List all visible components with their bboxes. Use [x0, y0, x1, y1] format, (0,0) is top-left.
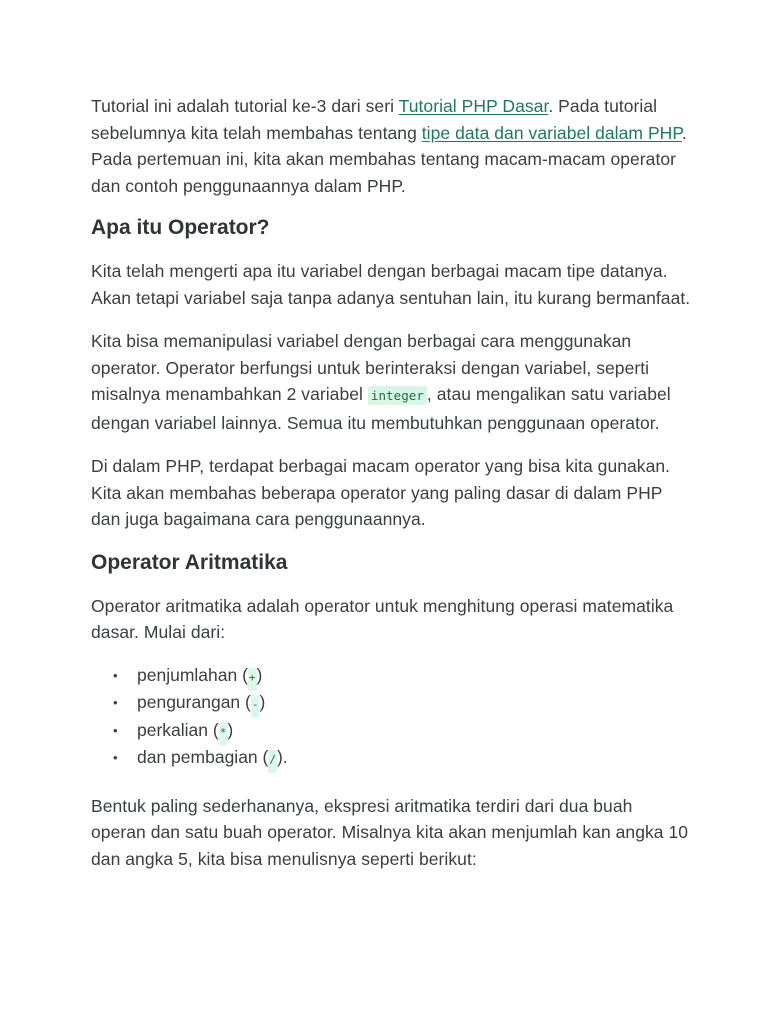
list-item-text: perkalian ( [137, 719, 219, 740]
manipulasi-text-1: Kita bisa memanipulasi variabel dengan berbagai cara menggunakan operator. Operator berfungsi untuk berinteraksi dengan variabel, seperti misalnya menambahkan 2 variabel [91, 331, 650, 404]
intro-text-3: . Pada pertemuan ini, kita akan membahas tentang macam-macam operator dan contoh penggunaannya dalam PHP. [91, 122, 687, 196]
code-asterisk: * [219, 723, 228, 746]
heading-apa-itu-operator: Apa itu Operator? [91, 216, 270, 239]
paragraph-variabel: Kita telah mengerti apa itu variabel dengan berbagai macam tipe datanya. Akan tetapi variabel saja tanpa adanya sentuhan lain, itu kurang bermanfaat. [91, 261, 691, 308]
list-item-text: ) [256, 664, 263, 685]
intro-text-1: Tutorial ini adalah tutorial ke-3 dari seri [91, 96, 399, 116]
list-item [137, 718, 691, 746]
list-item-text: ) [259, 692, 266, 712]
code-integer: integer [368, 386, 427, 405]
link-tipe-data-variabel[interactable]: tipe data dan variabel dalam PHP [421, 122, 682, 143]
code-plus: + [248, 668, 257, 691]
list-item-text: penjumlahan ( [137, 664, 248, 685]
list-item [137, 745, 691, 773]
operator-list [91, 663, 691, 773]
paragraph-bentuk-sederhana: Bentuk paling sederhananya, ekspresi aritmatika terdiri dari dua buah operan dan satu buah operator. Misalnya kita akan menjumlah kan angka 10 dan angka 5, kita bisa menulisnya seperti berikut: [91, 795, 689, 869]
intro-paragraph [91, 93, 691, 199]
intro-text-2: . Pada tutorial sebelumnya kita telah membahas tentang [91, 96, 658, 143]
article-body [91, 93, 691, 889]
link-tutorial-php-dasar[interactable]: Tutorial PHP Dasar [398, 96, 549, 116]
code-slash: / [268, 750, 277, 773]
paragraph-manipulasi [91, 328, 691, 436]
list-item-text: dan pembagian ( [137, 747, 269, 767]
list-item-text: ) [227, 719, 234, 740]
list-item-text: pengurangan ( [137, 692, 251, 712]
list-item-text: ). [276, 747, 288, 767]
paragraph-operator-php: Di dalam PHP, terdapat berbagai macam operator yang bisa kita gunakan. Kita akan membahas beberapa operator yang paling dasar di dalam PHP dan juga bagaimana cara penggunaannya. [91, 456, 671, 529]
manipulasi-text-2: , atau mengalikan satu variabel dengan variabel lainnya. Semua itu membutuhkan penggunaan operator. [91, 384, 671, 433]
list-item [137, 690, 691, 718]
code-minus: - [251, 695, 260, 718]
heading-operator-aritmatika: Operator Aritmatika [91, 550, 288, 574]
list-item [137, 663, 691, 691]
paragraph-aritmatika: Operator aritmatika adalah operator untuk menghitung operasi matematika dasar. Mulai dari: [91, 595, 674, 642]
